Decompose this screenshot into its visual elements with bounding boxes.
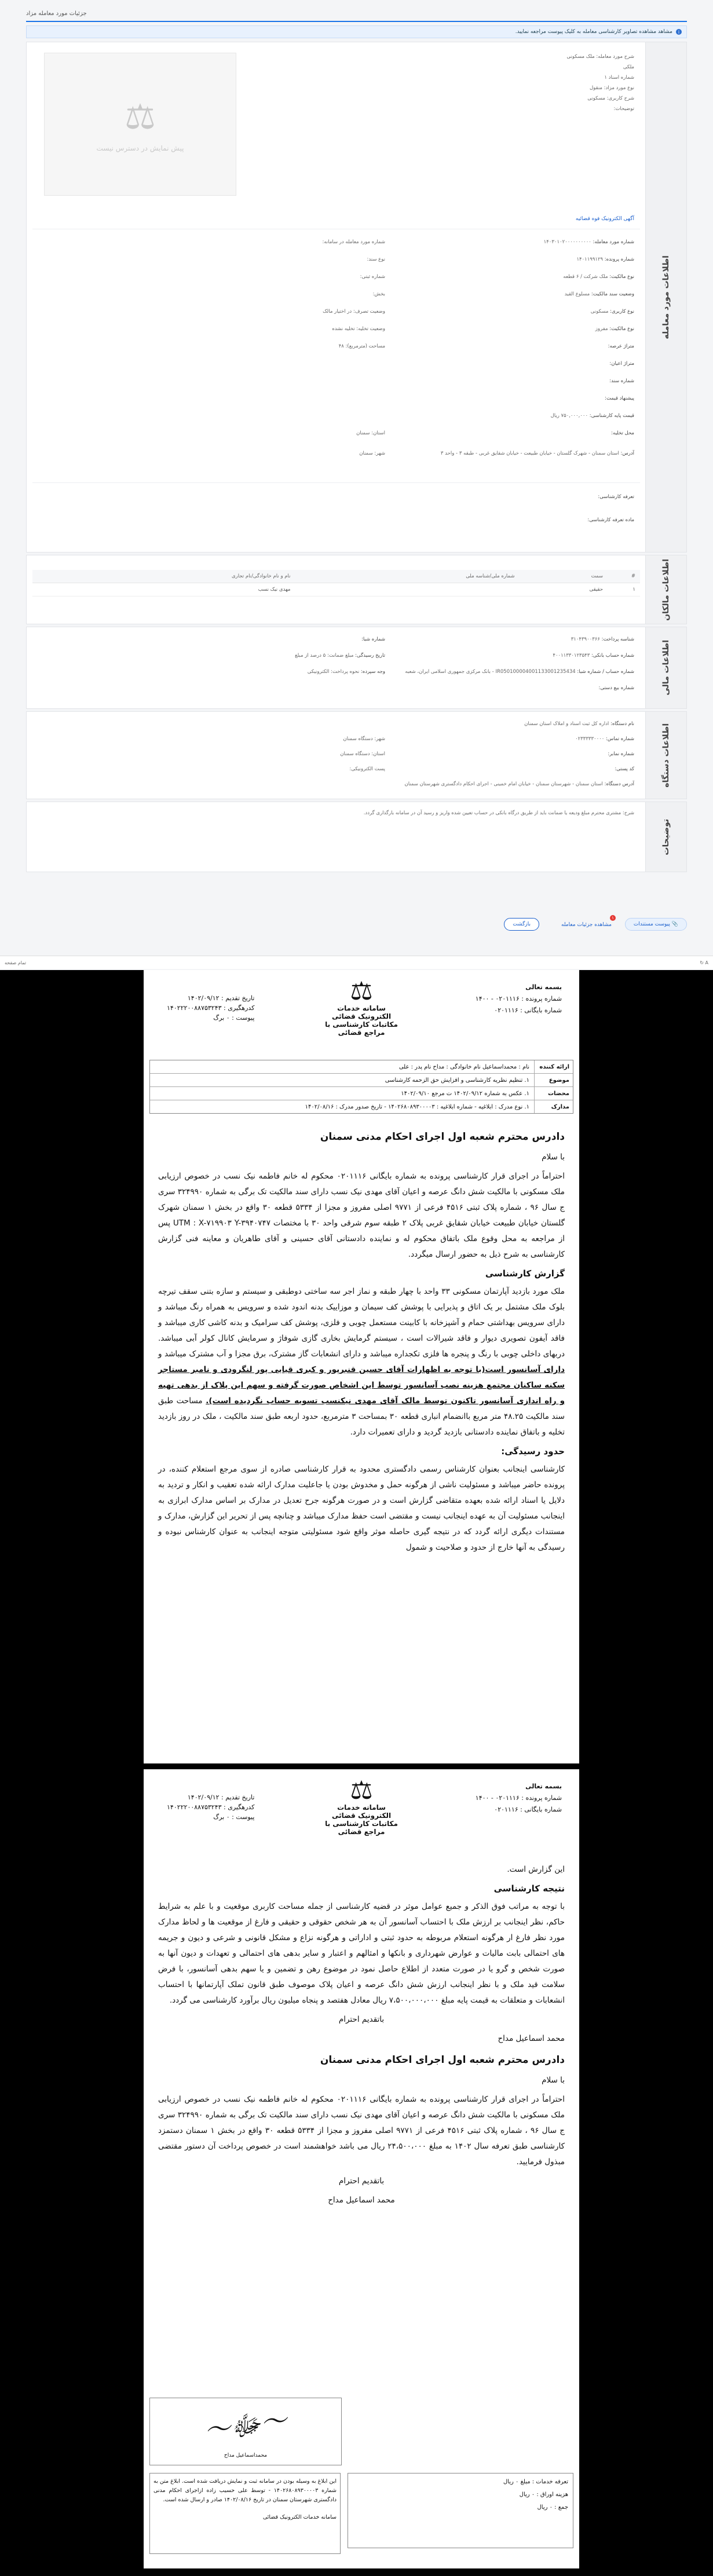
divider [32, 482, 640, 483]
document-page-1 [144, 970, 579, 1763]
field-org-address: آدرس دستگاه: استان سمنان - شهرستان سمنان - خیابان امام خمینی - اجرای احکام دادگستری شهرستان سمنان [404, 781, 634, 787]
field-ownership: نوع مالکیت: ملک شرکت / ۶ قطعه [563, 274, 634, 280]
doc-heading: نتیجه کارشناسی [493, 1883, 565, 1894]
field-org-email: پست الکترونیکی: [349, 766, 385, 772]
field-case-number: شماره پرونده: ۱۴۰۱۱۹۹۱۲۹ [576, 257, 634, 262]
doc-signer: محمد اسماعیل مداح [498, 2034, 565, 2043]
attachments-button[interactable]: 📎 پیوست مستندات [625, 918, 687, 931]
doc-paragraph: کارشناسی اینجانب بعنوان کارشناس رسمی دادگستری محدود به قرار کارشناسی صادره از سوی مرجع استعلام کننده، در پرونده حاضر میباشد و مسئولیت ناشی از هرگونه حمل و مخدوش بودن یا جاعلیت مدارک ارائه شده تعقیب و انکار و تردید به دلایل یا اسناد ارائه شده بعهده متقاضی گزارش است و در صورت هرگونه جرح تعدیل در مدارک بر اساس مدارک ابرازی به اینجانب مسئولیت آن به عهده اینجانب نیست و مقتضی است حفظ مدارک میباشد و چنانچه پس از تحریر این گزارش، مدارک و مستندات دیگری ارائه گردد که در نتیجه گیری حاصله موثر واقع شود مسئولیتی متوجه اینجانب به عنوان کارشناس نبوده و رسیدگی به آنها خارج از حدود و صلاحیت و شمول [158, 1465, 565, 1552]
doc-paragraph: احتراماً در اجرای قرار کارشناسی پرونده به شماره بایگانی ۰۲۰۱۱۱۶ محکوم له خانم فاطمه نیک نسب در خصوص ارزیابی ملک مسکونی با مالکیت شش دانگ عرصه و اعیان آقای مهدی نیک نسب دارای سند مالکیت تک برگی به شماره ۳۲۴۹۹۰ سری ج سال ۹۶ ، شماره پلاک ثبتی ۴۵۱۶ فرعی از ۹۷۷۱ اصلی مفروز و مجزا از ۵۳۳۴ قطعه ۳۰ واقع در بخش ۱ سمنان شهرک گلستان خیابان طبیعت خیابان شقایق غربی پلاک ۲ طبقه سوم شرقی واحد ۳۰ با مختصات UTM : X-۷۱۹۹۰۳ Y-۳۹۴۰۷۴۷ پس از مراجعه به محل وقوع ملک باتفاق محکوم له و نماینده دادستانی آقای حسینی و آقای طاهریان و معاینه فنی گزارش کارشناسی به شرح ذیل به حضور ارسال میگردد. [158, 1172, 565, 1259]
cell [295, 583, 519, 597]
panel-side-label: اطلاعات مورد معامله [645, 42, 686, 552]
col-index: # [608, 570, 640, 583]
field-deed-number: شماره سند: [609, 378, 634, 384]
image-caption: پیش نمایش در دسترس نیست [96, 144, 184, 152]
deal-info-panel [26, 42, 687, 552]
field-manual: شماره بیع دستی: [598, 685, 634, 691]
deal-line: نوع مورد مزاد: منقول [589, 85, 634, 91]
field-ownership-type: نوع مالکیت: مفروز [595, 326, 634, 332]
gavel-icon: ⚖ [125, 96, 156, 137]
field-left: مساحت (مترمربع): ۴۸ [338, 343, 385, 349]
panel-side-label: اطلاعات دستگاه [645, 712, 686, 799]
doc-body [158, 1862, 565, 2212]
field-sheba: شماره حساب / شماره شبا: IR050100004001133001235434 - بانک مرکزی جمهوری اسلامی ایران، شعبه [405, 669, 634, 675]
cell: ۱ [608, 583, 640, 597]
panel-side-label: اطلاعات مالی [645, 627, 686, 708]
doc-paragraph: احتراماً در اجرای قرار کارشناسی پرونده به شماره بایگانی ۰۲۰۱۱۱۶ محکوم له خانم فاطمه نیک نسب در خصوص ارزیابی ملک مسکونی با مالکیت شش دانگ عرصه و اعیان آقای مهدی نیک نسب دارای سند مالکیت تک برگی به شماره ۳۲۴۹۹۰ سری ج سال ۹۶ ، شماره پلاک ثبتی ۴۵۱۶ فرعی از ۹۷۷۱ اصلی مفروز و مجزا از ۵۳۳۴ قطعه ۳۰ واقع در بخش ۱ سمنان دستمزد کارشناسی طبق تعرفه سال ۱۴۰۲ به مبلغ ۲۴،۵۰۰،۰۰۰ ریال می باشد خواهشمند است در خصوص پرداخت آن دستور مقتضی مبذول فرمایید. [158, 2095, 565, 2167]
view-deal-link[interactable]: مشاهده جزئیات معامله [561, 922, 612, 928]
field-org-fax: شماره نمابر: [608, 751, 634, 757]
field-building-area: متراژ اعیان: [609, 361, 634, 367]
cell: مهدی نیک نسب [32, 583, 295, 597]
doc-header-left: تاریخ تقدیم : ۱۴۰۲/۰۹/۱۲ کدرهگیری : ۱۴۰۲۲۲۰۰۸۸۷۵۳۲۴۳ پیوست : ۰ برگ [167, 994, 255, 1022]
doc-greeting: با سلام [542, 1152, 565, 1162]
field-left: نوع سند: [367, 257, 385, 262]
doc-regards: باتقدیم احترام [338, 2015, 385, 2024]
back-button[interactable]: بازگشت [504, 918, 539, 931]
cell: حقیقی [520, 583, 608, 597]
table-row [32, 583, 640, 597]
field-left: وضعیت تخلیه: تخلیه نشده [332, 326, 385, 332]
page-frame [0, 0, 713, 970]
description-panel [26, 802, 687, 872]
deal-line: توضیحات: [613, 106, 634, 112]
scales-icon: ⚖ [350, 1776, 373, 1805]
breadcrumb-text: جزئیات مورد معامله مزاد [26, 10, 87, 17]
field-address: آدرس: استان سمنان - شهرک گلستان - خیابان طبیعت - خیابان شقایق غربی - طبقه ۳ - واحد ۳ [440, 451, 634, 456]
fullscreen-label[interactable]: تمام صفحه [5, 960, 27, 965]
alert-text: مشاهد مشاهده تصاویر کارشناسی معامله به کلیک پیوست مراجعه نمایید. [515, 29, 672, 35]
field-sheba-left: شماره شبا: [361, 636, 385, 642]
field-org-city: شهر: دستگاه سمنان [343, 736, 385, 742]
field-left: شماره ثبتی: [360, 274, 385, 280]
breadcrumb [26, 6, 687, 22]
doc-paragraph: ملک مورد بازدید آپارتمان مسکونی ۳۳ واحد با چهار طبقه و نماز اجر سه ساختی دوطبقی و سیستم و سازه بتنی سقف تیرچه بلوک ملک مشتمل بر یک اتاق و پذیرایی با پوشش کف سیمان و موزاییک بدنه اندود شده و سرویس به همراه رنگ میباشد و دارای سرویس بهداشتی حمام و آشپزخانه با کابینت مستعمل چوبی و فلزی، پوشش کف سرامیک و بدنه کاشی کاری میباشد و فاقد آیفون تصویری دیوار و فاقد شیرالات است ، سیستم گرمایش بخاری گازی شوفاژ و سرمایش کانال کولر آبی میباشد. دربهای داخلی چوبی با رنگ و پنجره ها فلزی تکجداره میباشد و دارای انشعابات گاز مشترک، برق مجزا و آب مشترک میباشد و دارای آسانسور است(با توجه به اظهارات آقای حسین قنبرپور و کبری قیایی پور لنگرودی و نامبر مستاجر سکنه ساکنان مجتمع هزینه نصب آسانسور توسط این اشخاص صورت گرفته و سهم این پلاک از بدهی تهیه و راه اندازی آسانسور تاکنون توسط مالک آقای مهدی نیکنسب تسویه حساب نگردیده است). مساحت طبق سند مالکیت ۴۸.۲۵ متر مربع باانضمام انباری قطعه ۳۰ بمساحت ۳ مترمربع، حدود اربعه طبق سند مالکیت ، ملک در روز بازدید تخلیه و باتفاق نماینده دادستانی بازدید گردید و دارای تعمیرات دارد. [158, 1287, 565, 1437]
owners-panel [26, 555, 687, 624]
signature-box [149, 2398, 342, 2465]
doc-addressee: دادرس محترم شعبه اول اجرای احکام مدنی سمنان [320, 1131, 565, 1143]
field-org-name: نام دستگاه: اداره کل ثبت اسناد و املاک استان سمنان [524, 721, 634, 727]
judiciary-emblem: ⚖ سامانه خدمات الکترونیک قضائی مکاتبات کارشناسی با مراجع قضائی [323, 979, 400, 1037]
doc-addressee: دادرس محترم شعبه اول اجرای احکام مدنی سمنان [320, 2054, 565, 2066]
signature-image: 〜ﷻ〜 [202, 2404, 289, 2447]
col-role: سمت [520, 570, 608, 583]
field-offer: پیشنهاد قیمت: [605, 396, 634, 401]
field-left: بخش: [372, 291, 385, 297]
reload-icon[interactable]: A ↻ [700, 960, 708, 965]
finance-panel [26, 627, 687, 709]
doc-body [158, 1124, 565, 1559]
org-panel [26, 711, 687, 799]
deal-line: شرح مورد معامله: ملک مسکونی [566, 54, 634, 60]
field-usage: نوع کاربری: مسکونی [590, 309, 634, 314]
info-alert [26, 25, 687, 38]
judiciary-emblem: ⚖ سامانه خدمات الکترونیک قضائی مکاتبات کارشناسی با مراجع قضائی [323, 1778, 400, 1836]
field-left: شماره مورد معامله در سامانه: [322, 239, 385, 245]
field-left: استان: سمنان [356, 430, 385, 436]
field-left: شهر: سمنان [359, 451, 385, 456]
field-payment-id: شناسه پرداخت: ۳۱۰۴۳۹۰۰۳۶۶ [571, 636, 634, 642]
field-date: تاریخ رسیدگی: مبلغ ضمانت: ۵ درصد از مبلغ [295, 653, 385, 658]
doc-heading: گزارش کارشناسی [485, 1268, 565, 1279]
field-org-postal: کد پستی: [615, 766, 634, 772]
document-viewer [0, 970, 713, 2576]
deal-line: ملکی [623, 64, 634, 70]
status-bar [0, 956, 713, 969]
image-placeholder [44, 53, 236, 196]
doc-header-right: بسمه تعالی شماره پرونده : ۰۲۰۱۱۱۶ - ۱۴۰۰ شماره بایگانی : ۰۲۰۱۱۱۶ [475, 983, 562, 1014]
field-deposit: وجه سپرده: نحوه پرداخت: الکترونیکی [307, 669, 385, 675]
signature-caption: محمداسماعیل مداح [224, 2453, 268, 2458]
field-land-area: متراژ عرصه: [608, 343, 634, 349]
attachments-count-badge: ۱ [610, 915, 616, 921]
field-account: شماره حساب بانکی: ۴۰۰۱۱۳۳۰۱۲۳۵۴۳ [553, 653, 634, 658]
description-text: شرح: مشتری محترم مبلغ ودیعه یا ضمانت باید از طریق درگاه بانکی در حساب تعیین شده واریز و رسید آن در سامانه بارگذاری گردد. [363, 810, 634, 816]
field-deal-number: شماره مورد معامله: ۱۴۰۳۰۱۰۲۰۰۰۰۰۰۰۰۰۰ [543, 239, 634, 245]
doc-signer: محمد اسماعیل مداح [328, 2196, 395, 2205]
doc-greeting: با سلام [542, 2076, 565, 2085]
field-evacuation: محل تخلیه: [611, 430, 634, 436]
owners-table [32, 570, 640, 597]
doc-heading: حدود رسیدگی: [501, 1446, 565, 1457]
doc-header-left: تاریخ تقدیم : ۱۴۰۲/۰۹/۱۲ کدرهگیری : ۱۴۰۲۲۲۰۰۸۸۷۵۳۲۴۳ پیوست : ۰ برگ [167, 1794, 255, 1821]
fee-box: تعرفه خدمات : مبلغ ۰ ریال هزینه اوراق : ۰ ریال جمع : ۰ ریال [348, 2473, 573, 2548]
field-tariff-article: ماده تعرفه کارشناسی: [587, 517, 634, 523]
paperclip-icon: 📎 [671, 921, 678, 927]
field-org-phone: شماره تماس: ۰۲۳۳۳۳۳۰۰۰۰ [575, 736, 634, 742]
field-base-price: قیمت پایه کارشناسی: ۷۵۰,۰۰۰,۰۰۰ ریال [550, 413, 634, 419]
deal-line: شرح کاربری: مسکونی [587, 96, 634, 101]
doc-paragraph: با توجه به مراتب فوق الذکر و جمیع عوامل موثر در قضیه کارشناسی از جمله مساحت کاربری موقعیت و با علم به شرایط حاکم، نظر اینجانب بر ارزش ملک با احتساب آسانسور آن به هر شخص حقوقی و حقیقی و فارغ از موقعیت ها و لحاظ مدارک مورد نظر فارغ ار هرگونه استعلام مربوطه به حدود ثبتی و اداراتی و هرگونه نزاع و مشکل قانونی و شرعی و دیون و جریمه های احتمالی بابت مالیات و عوارض شهرداری و بانکها و امثالهم و اعتبار و سایر بدهی های احتمالی و تعهدات و دیون آنها به صورت شخص و گرو یا در صورت متعدد از اطلاع حاصل نمود در موضوع رهن و تضمین و یا سهم بدهی آسانسور، با فرض سلامت قید ملک و با نظر اینجانب ارزش شش دانگ عرصه و اعیان پلاک موصوف طبق قانون تملک آپارتمانها با احتساب انشعابات و متعلقات به قیمت پایه مبلغ ۷،۵۰۰،۰۰۰،۰۰۰ ریال معادل هفتصد و پنجاه میلیون ریال برآورد کارشناسی می گردد. [158, 1902, 565, 2005]
info-icon: i [676, 29, 682, 35]
field-deed-status: وضعیت سند مالکیت: مسلوع القید [564, 291, 634, 297]
e-notice-link[interactable]: آگهی الکترونیک فوه قضائیه [575, 216, 634, 222]
deal-line: شماره اسناد ۱ [604, 75, 634, 80]
doc-intro: این گزارش است. [507, 1865, 565, 1874]
scales-icon: ⚖ [350, 976, 373, 1006]
field-left: وضعیت تصرف: در اختیار مالک [323, 309, 385, 314]
system-note-box: این ابلاغ به وسیله بودن در سامانه ثبت و نمایش دریافت شده است. ابلاغ متن به شماره ۱۴۰۲۶۸۰۸۹۳۰۰۰۰۳ - توسط علی حسیب زاده ازاجرای احکام مدنی دادگستری شهرستان سمنان در تاریخ ۱۴۰۲/۰۸/۱۶ صادر و ارسال شده است. سامانه خدمات الکترونیک قضائی [149, 2473, 341, 2554]
field-tariff: تعرفه کارشناسی: [598, 494, 634, 500]
document-page-2 [144, 1769, 579, 2568]
panel-side-label: توضیحات [645, 802, 686, 872]
col-name: نام و نام خانوادگی/نام تجاری [32, 570, 295, 583]
col-national-id: شماره ملی/شناسه ملی [295, 570, 519, 583]
field-org-province: استان: دستگاه سمنان [340, 751, 385, 757]
doc-meta-table: ارائه کننده نام : محمداسماعیل نام خانوادگی : مداح نام پدر : علی موضوع ۱. تنظیم نظریه کارشناسی و افزایش حق الزحمه کارشناسی محضات ۱. عکس به شماره ۱۴۰۲/۰۹/۱۲ ت مرجع ۱۴۰۲/۰۹/۱۰ مدارک ۱. نوع مدرک : ابلاغیه - شماره ابلاغیه : ۱۴۰۲۶۸۰۸۹۳۰۰۰۰۳ - تاریخ صدور مدرک : ۱۴۰۲/۰۸/۱۶ [149, 1060, 573, 1114]
doc-header-right: بسمه تعالی شماره پرونده : ۰۲۰۱۱۱۶ - ۱۴۰۰ شماره بایگانی : ۰۲۰۱۱۱۶ [475, 1783, 562, 1813]
panel-side-label: اطلاعات مالکان [645, 555, 686, 624]
doc-regards: باتقدیم احترام [338, 2176, 385, 2186]
